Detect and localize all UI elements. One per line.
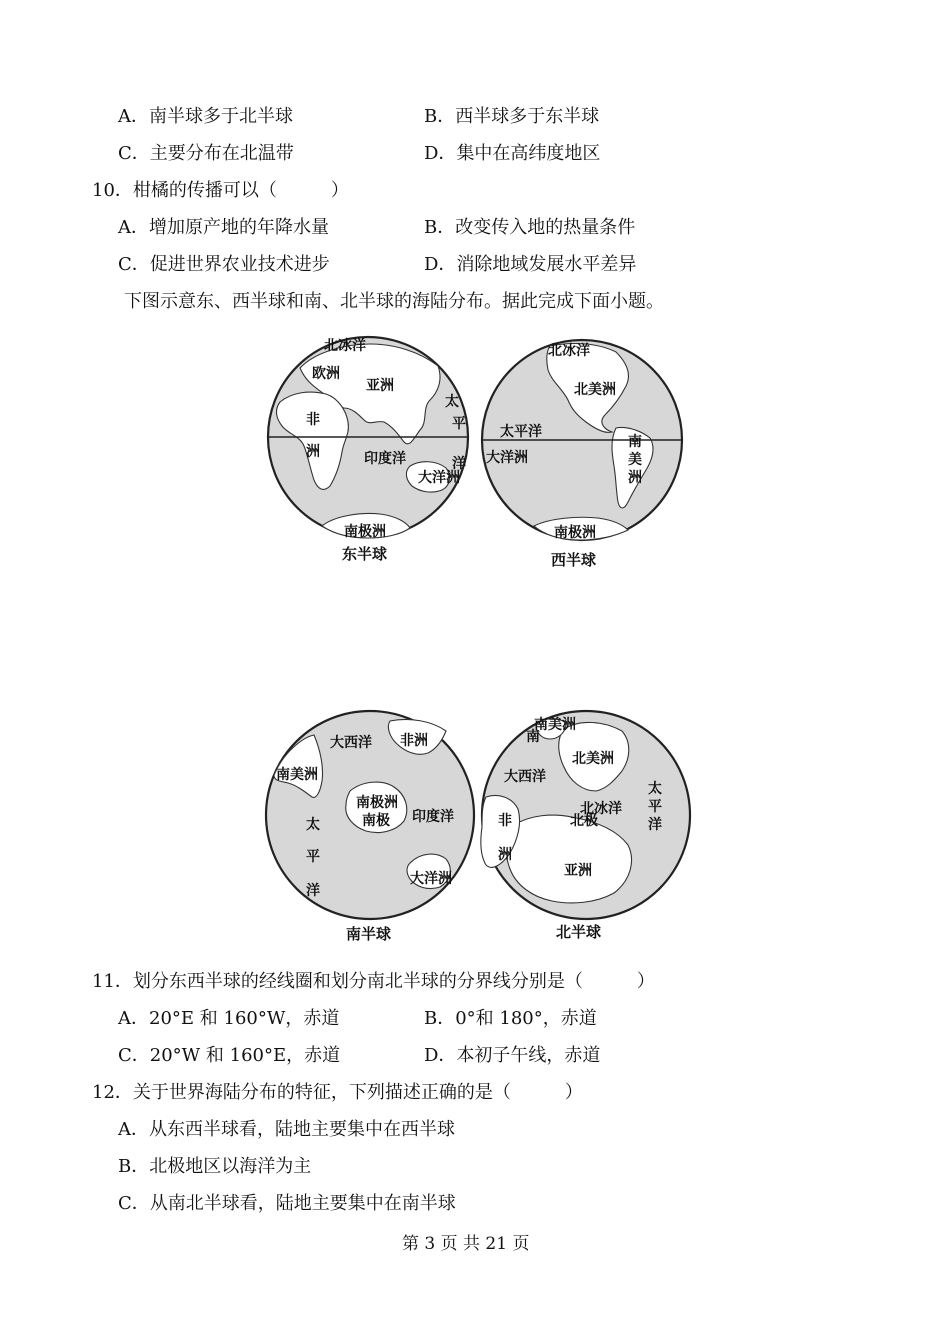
q12-option-c [118,1193,456,1215]
q10-option-a [118,217,329,239]
q11-stem [92,971,655,993]
label-africa-2: 洲 [306,444,320,460]
label-north-america: 北美洲 [574,382,616,398]
option-text: 西半球多于东半球 [455,106,600,127]
label-south-america-south: 南美洲 [276,767,318,783]
q11-option-d [424,1045,600,1067]
label-arctic-ocean-west: 北冰洋 [548,343,590,359]
option-text: 主要分布在北温带 [149,143,294,164]
question-number: 10． [92,180,133,201]
label-pacific-2: 平 [452,416,466,432]
label-pacific-south-1: 太 [306,817,320,833]
question-text: 关于世界海陆分布的特征，下列描述正确的是（ ） [132,1082,583,1103]
option-key: D． [424,1045,457,1066]
q9-option-d [424,143,600,165]
label-south-pole: 南极 [362,813,390,829]
label-africa-south: 非洲 [400,733,428,749]
question-text: 划分东西半球的经线圈和划分南北半球的分界线分别是（ ） [132,971,655,992]
label-oceania-west: 大洋洲 [486,450,528,466]
q11-option-a [118,1008,339,1030]
option-text: 本初子午线，赤道 [456,1045,601,1066]
page-footer: 第 3 页 共 21 页 [402,1234,530,1254]
option-key: D． [424,143,457,164]
q10-stem [92,180,349,202]
label-indian-ocean: 印度洋 [364,451,406,467]
option-text: 北极地区以海洋为主 [149,1156,312,1177]
option-key: C． [118,254,150,275]
option-text: 0°和 180°，赤道 [455,1008,597,1029]
question-number: 11． [92,971,133,992]
q9-option-c [118,143,294,165]
q9-option-b [424,106,599,128]
label-south-america-1: 南 [628,434,642,450]
option-text: 消除地域发展水平差异 [456,254,637,275]
label-antarctica-south: 南极洲 [356,795,398,811]
label-pacific-3: 洋 [452,456,466,472]
option-text: 增加原产地的年降水量 [149,217,329,238]
option-text: 集中在高纬度地区 [456,143,601,164]
label-arctic-ocean-north: 北冰洋 [580,801,622,817]
label-africa-north-1: 非 [498,813,512,829]
label-oceania-south: 大洋洲 [410,871,452,887]
figure-intro: 下图示意东、西半球和南、北半球的海陆分布。据此完成下面小题。 [124,291,664,312]
label-south-america-3: 洲 [628,470,642,486]
label-south-america-2: 美 [628,452,642,468]
question-text: 柑橘的传播可以（ ） [132,180,349,201]
label-pacific-north-3: 洋 [648,817,662,833]
label-africa-north-2: 洲 [498,847,512,863]
option-key: B． [424,1008,456,1029]
option-text: 20°W 和 160°E，赤道 [149,1045,341,1066]
label-north-america-north: 北美洲 [572,751,614,767]
option-text: 促进世界农业技术进步 [149,254,330,275]
option-key: A． [118,1008,149,1029]
label-atlantic-ocean-north: 大西洋 [504,769,546,785]
label-asia-north: 亚洲 [564,863,592,879]
q12-option-b [118,1156,311,1178]
option-text: 从南北半球看，陆地主要集中在南半球 [149,1193,456,1214]
option-key: C． [118,1045,150,1066]
q9-option-a [118,106,293,128]
option-key: C． [118,143,150,164]
east-west-hemisphere-figure [260,330,690,575]
west-hemisphere-caption: 西半球 [551,551,597,569]
label-atlantic-ocean-south: 大西洋 [330,735,372,751]
label-antarctica-west: 南极洲 [554,525,596,541]
south-hemisphere-map [266,711,474,943]
label-asia: 亚洲 [366,378,394,394]
option-key: B． [424,217,456,238]
label-africa-1: 非 [306,412,320,428]
label-europe: 欧洲 [312,366,340,382]
east-hemisphere-map [268,337,468,563]
north-hemisphere-map [481,711,690,941]
south-hemisphere-caption: 南半球 [346,925,392,943]
label-north-pole: 北极 [570,813,598,829]
option-text: 从东西半球看，陆地主要集中在西半球 [149,1119,455,1140]
question-number: 12． [92,1082,133,1103]
q10-option-c [118,254,330,276]
option-key: A． [118,217,149,238]
option-text: 改变传入地的热量条件 [455,217,636,238]
label-pacific-ocean-west: 太平洋 [500,424,542,440]
q12-option-a [118,1119,455,1141]
option-key: A． [118,106,149,127]
option-key: D． [424,254,457,275]
label-south-america-north-2: 南 [526,729,540,745]
label-pacific-1: 太 [445,394,459,410]
east-hemisphere-caption: 东半球 [342,545,388,563]
label-pacific-north-2: 平 [648,799,662,815]
west-hemisphere-map [482,340,682,569]
label-pacific-south-3: 洋 [306,883,320,899]
q10-option-d [424,254,636,276]
label-pacific-south-2: 平 [306,849,320,865]
south-north-hemisphere-figure [260,705,700,950]
q10-option-b [424,217,635,239]
label-pacific-north-1: 太 [648,781,662,797]
option-key: B． [424,106,456,127]
q11-option-c [118,1045,340,1067]
north-hemisphere-caption: 北半球 [556,923,602,941]
option-key: A． [118,1119,149,1140]
q11-option-b [424,1008,597,1030]
label-indian-ocean-south: 印度洋 [412,809,454,825]
option-text: 20°E 和 160°W，赤道 [149,1008,340,1029]
option-key: C． [118,1193,150,1214]
label-antarctica: 南极洲 [344,524,386,540]
label-oceania: 大洋洲 [418,470,460,486]
label-south-america-north-1: 南美洲 [534,717,576,733]
q12-stem [92,1082,583,1104]
option-text: 南半球多于北半球 [149,106,293,127]
label-arctic-ocean: 北冰洋 [324,338,366,354]
option-key: B． [118,1156,150,1177]
